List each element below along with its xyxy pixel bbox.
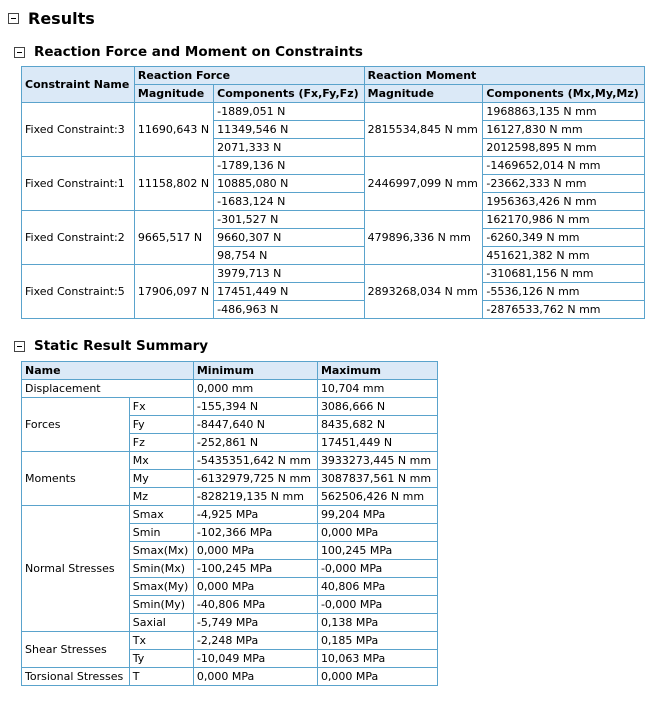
force-component: 98,754 N: [214, 247, 364, 265]
sub-label: Mx: [129, 452, 193, 470]
min-value: -828219,135 N mm: [193, 488, 317, 506]
force-magnitude: 17906,097 N: [134, 265, 213, 319]
min-value: 0,000 mm: [193, 380, 317, 398]
sub-label: Saxial: [129, 614, 193, 632]
moment-component: -6260,349 N mm: [483, 229, 645, 247]
row-label: Displacement: [22, 380, 194, 398]
max-value: 99,204 MPa: [317, 506, 437, 524]
moment-component: -1469652,014 N mm: [483, 157, 645, 175]
sub-label: Smax(Mx): [129, 542, 193, 560]
max-value: 3933273,445 N mm: [317, 452, 437, 470]
col-maximum: Maximum: [317, 362, 437, 380]
max-value: 40,806 MPa: [317, 578, 437, 596]
col-reaction-force: Reaction Force: [134, 67, 364, 85]
table-row: [22, 668, 438, 686]
moment-component: 16127,830 N mm: [483, 121, 645, 139]
force-component: -1683,124 N: [214, 193, 364, 211]
force-magnitude: 9665,517 N: [134, 211, 213, 265]
force-component: 10885,080 N: [214, 175, 364, 193]
reaction-section-title: Reaction Force and Moment on Constraints: [34, 44, 363, 60]
table-row: [22, 398, 438, 416]
col-reaction-moment: Reaction Moment: [364, 67, 644, 85]
moment-component: -23662,333 N mm: [483, 175, 645, 193]
group-label: Normal Stresses: [22, 506, 130, 632]
col-constraint-name: Constraint Name: [22, 67, 135, 103]
min-value: -100,245 MPa: [193, 560, 317, 578]
force-magnitude: 11690,643 N: [134, 103, 213, 157]
reaction-table: [21, 66, 645, 319]
min-value: -5435351,642 N mm: [193, 452, 317, 470]
force-component: -301,527 N: [214, 211, 364, 229]
force-component: 2071,333 N: [214, 139, 364, 157]
sub-label: Fy: [129, 416, 193, 434]
collapse-icon[interactable]: [8, 13, 19, 24]
max-value: 10,063 MPa: [317, 650, 437, 668]
results-heading: [8, 9, 95, 28]
moment-component: 1956363,426 N mm: [483, 193, 645, 211]
summary-section-heading: [14, 338, 208, 354]
force-component: -1789,136 N: [214, 157, 364, 175]
max-value: -0,000 MPa: [317, 596, 437, 614]
force-component: 3979,713 N: [214, 265, 364, 283]
max-value: 0,000 MPa: [317, 524, 437, 542]
force-component: -486,963 N: [214, 301, 364, 319]
reaction-section-heading: [14, 44, 363, 60]
max-value: 17451,449 N: [317, 434, 437, 452]
sub-label: Mz: [129, 488, 193, 506]
min-value: -5,749 MPa: [193, 614, 317, 632]
force-component: 11349,546 N: [214, 121, 364, 139]
min-value: -155,394 N: [193, 398, 317, 416]
group-label: Moments: [22, 452, 130, 506]
table-row: [22, 506, 438, 524]
max-value: -0,000 MPa: [317, 560, 437, 578]
max-value: 10,704 mm: [317, 380, 437, 398]
force-component: 17451,449 N: [214, 283, 364, 301]
constraint-name: Fixed Constraint:1: [22, 157, 135, 211]
min-value: -102,366 MPa: [193, 524, 317, 542]
constraint-name: Fixed Constraint:3: [22, 103, 135, 157]
max-value: 0,185 MPa: [317, 632, 437, 650]
sub-label: T: [129, 668, 193, 686]
max-value: 3086,666 N: [317, 398, 437, 416]
moment-component: 162170,986 N mm: [483, 211, 645, 229]
table-row: [22, 211, 645, 229]
sub-label: Fz: [129, 434, 193, 452]
max-value: 562506,426 N mm: [317, 488, 437, 506]
sub-label: Tx: [129, 632, 193, 650]
moment-magnitude: 479896,336 N mm: [364, 211, 483, 265]
min-value: -8447,640 N: [193, 416, 317, 434]
max-value: 8435,682 N: [317, 416, 437, 434]
moment-component: -2876533,762 N mm: [483, 301, 645, 319]
moment-magnitude: 2815534,845 N mm: [364, 103, 483, 157]
min-value: 0,000 MPa: [193, 578, 317, 596]
min-value: 0,000 MPa: [193, 542, 317, 560]
constraint-name: Fixed Constraint:2: [22, 211, 135, 265]
col-moment-magnitude: Magnitude: [364, 85, 483, 103]
table-row: [22, 157, 645, 175]
sub-label: Smax: [129, 506, 193, 524]
table-row: [22, 103, 645, 121]
collapse-icon[interactable]: [14, 341, 25, 352]
min-value: -4,925 MPa: [193, 506, 317, 524]
sub-label: Smin(My): [129, 596, 193, 614]
summary-table: [21, 361, 438, 686]
force-component: -1889,051 N: [214, 103, 364, 121]
group-label: Torsional Stresses: [22, 668, 130, 686]
sub-label: Smin(Mx): [129, 560, 193, 578]
col-name: Name: [22, 362, 194, 380]
moment-component: -5536,126 N mm: [483, 283, 645, 301]
table-row: [22, 452, 438, 470]
moment-component: 1968863,135 N mm: [483, 103, 645, 121]
max-value: 0,000 MPa: [317, 668, 437, 686]
min-value: -6132979,725 N mm: [193, 470, 317, 488]
max-value: 3087837,561 N mm: [317, 470, 437, 488]
min-value: 0,000 MPa: [193, 668, 317, 686]
col-minimum: Minimum: [193, 362, 317, 380]
force-component: 9660,307 N: [214, 229, 364, 247]
table-row: [22, 380, 438, 398]
min-value: -10,049 MPa: [193, 650, 317, 668]
constraint-name: Fixed Constraint:5: [22, 265, 135, 319]
min-value: -40,806 MPa: [193, 596, 317, 614]
col-moment-components: Components (Mx,My,Mz): [483, 85, 645, 103]
summary-section-title: Static Result Summary: [34, 338, 209, 354]
table-row: [22, 265, 645, 283]
moment-magnitude: 2893268,034 N mm: [364, 265, 483, 319]
col-force-components: Components (Fx,Fy,Fz): [214, 85, 364, 103]
min-value: -2,248 MPa: [193, 632, 317, 650]
group-label: Forces: [22, 398, 130, 452]
sub-label: My: [129, 470, 193, 488]
max-value: 0,138 MPa: [317, 614, 437, 632]
moment-magnitude: 2446997,099 N mm: [364, 157, 483, 211]
min-value: -252,861 N: [193, 434, 317, 452]
collapse-icon[interactable]: [14, 47, 25, 58]
sub-label: Smin: [129, 524, 193, 542]
max-value: 100,245 MPa: [317, 542, 437, 560]
moment-component: 451621,382 N mm: [483, 247, 645, 265]
col-force-magnitude: Magnitude: [134, 85, 213, 103]
table-row: [22, 632, 438, 650]
group-label: Shear Stresses: [22, 632, 130, 668]
sub-label: Smax(My): [129, 578, 193, 596]
sub-label: Fx: [129, 398, 193, 416]
sub-label: Ty: [129, 650, 193, 668]
results-title: Results: [28, 9, 95, 28]
moment-component: -310681,156 N mm: [483, 265, 645, 283]
moment-component: 2012598,895 N mm: [483, 139, 645, 157]
force-magnitude: 11158,802 N: [134, 157, 213, 211]
